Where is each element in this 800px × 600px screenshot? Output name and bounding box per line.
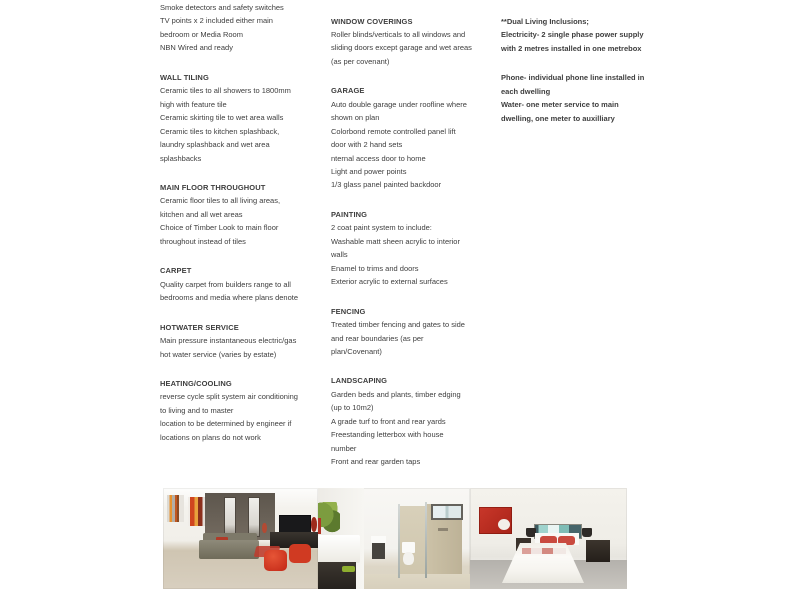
red-ottoman: [264, 550, 287, 571]
spec-line: with 2 metres installed in one metrebox: [501, 43, 642, 53]
section-heading: CARPET: [160, 266, 192, 276]
section-window-coverings: [331, 15, 496, 69]
section-main-floor-throughout: [160, 181, 325, 248]
spec-line: Washable matt sheen acrylic to interior: [331, 236, 460, 246]
spec-line: each dwelling: [501, 86, 551, 96]
spec-line: Exterior acrylic to external surfaces: [331, 277, 448, 287]
green-cushion: [342, 566, 355, 572]
spec-line: dwelling, one meter to auxilliary: [501, 113, 615, 123]
spec-line: throughout instead of tiles: [160, 236, 246, 246]
red-vase: [262, 523, 267, 533]
spec-line: Front and rear garden taps: [331, 457, 421, 467]
glass-screen-edge: [425, 502, 427, 578]
section-right-intro-0: [501, 15, 676, 55]
spec-line: Water- one meter service to main: [501, 100, 619, 110]
spec-line: (up to 10m2): [331, 403, 374, 413]
spec-line: Light and power points: [331, 167, 407, 177]
striped-artwork: [167, 495, 184, 522]
spec-line: bedrooms and media where plans denote: [160, 293, 299, 303]
spec-line: locations on plans do not work: [160, 432, 261, 442]
section-painting: [331, 208, 496, 289]
spec-line: Phone- individual phone line installed in: [501, 73, 645, 83]
spec-line: shown on plan: [331, 113, 380, 123]
spec-line: Roller blinds/verticals to all windows and: [331, 29, 466, 39]
high-window: [431, 504, 463, 520]
spec-line: (as per covenant): [331, 56, 390, 66]
photo-strip: [163, 488, 627, 589]
section-heading: WINDOW COVERINGS: [331, 16, 413, 26]
spec-line: number: [331, 443, 357, 453]
spec-line: 1/3 glass panel painted backdoor: [331, 180, 442, 190]
photo-living-room: [163, 488, 318, 589]
spec-line: Auto double garage under roofline where: [331, 99, 467, 109]
section-wall-tiling: [160, 71, 325, 165]
photo-bathroom: [318, 488, 470, 589]
spec-line: Colorbond remote controlled panel lift: [331, 126, 456, 136]
spec-line: to living and to master: [160, 405, 234, 415]
spec-line: bedroom or Media Room: [160, 29, 243, 39]
red-ottoman: [289, 544, 311, 563]
section-heading: MAIN FLOOR THROUGHOUT: [160, 182, 266, 192]
section-landscaping: [331, 374, 496, 468]
door-slot: [248, 497, 260, 537]
spec-line: A grade turf to front and rear yards: [331, 416, 446, 426]
section-heading: GARAGE: [331, 86, 365, 96]
spec-line: Electricity- 2 single phase power supply: [501, 30, 644, 40]
red-accent: [318, 518, 321, 534]
photo-bedroom: [470, 488, 627, 589]
spec-line: kitchen and all wet areas: [160, 209, 243, 219]
dark-towel: [372, 543, 385, 559]
spec-line: Choice of Timber Look to main floor: [160, 223, 279, 233]
section-heading: HEATING/COOLING: [160, 378, 232, 388]
spec-column-dual-living: [501, 15, 676, 141]
spec-line: Enamel to trims and doors: [331, 263, 419, 273]
spec-line: Ceramic tiles to kitchen splashback,: [160, 126, 280, 136]
door-slot: [224, 497, 236, 537]
red-artwork: [479, 507, 512, 534]
section-heading: LANDSCAPING: [331, 376, 388, 386]
red-vase: [311, 517, 317, 532]
spec-line: reverse cycle split system air conditioning: [160, 392, 298, 402]
spec-line: location to be determined by engineer if: [160, 419, 292, 429]
spec-line: laundry splashback and wet area: [160, 140, 270, 150]
section-heading: HOTWATER SERVICE: [160, 322, 239, 332]
section-heading: FENCING: [331, 306, 366, 316]
spec-line: plan/Covenant): [331, 347, 382, 357]
toilet-bowl: [403, 552, 414, 565]
spec-line: and rear boundaries (as per: [331, 333, 424, 343]
spec-line: Freestanding letterbox with house: [331, 430, 444, 440]
sofa: [199, 540, 259, 559]
spec-line: NBN Wired and ready: [160, 43, 233, 53]
white-circle: [498, 519, 510, 530]
spec-line: nternal access door to home: [331, 153, 426, 163]
spec-line: TV points x 2 included either main: [160, 16, 273, 26]
spec-column-middle: [331, 15, 496, 485]
section-fencing: [331, 305, 496, 359]
spec-line: Ceramic tiles to all showers to 1800mm: [160, 86, 291, 96]
wall-lamp: [582, 528, 592, 537]
spec-line: 2 coat paint system to include:: [331, 223, 432, 233]
spec-line: walls: [331, 250, 348, 260]
bed-corner: [318, 535, 360, 563]
spec-line: Garden beds and plants, timber edging: [331, 389, 461, 399]
shower-fixture: [438, 528, 448, 531]
spec-line: Smoke detectors and safety switches: [160, 3, 284, 12]
spec-line: Ceramic floor tiles to all living areas,: [160, 196, 281, 206]
quilt-pattern: [522, 548, 566, 554]
bathroom-floor: [364, 574, 470, 589]
spec-line: splashbacks: [160, 153, 202, 163]
section-heading: PAINTING: [331, 209, 368, 219]
spec-line: sliding doors except garage and wet areas: [331, 43, 472, 53]
section-heading: WALL TILING: [160, 72, 209, 82]
section-garage: [331, 84, 496, 192]
section-hotwater-service: [160, 321, 325, 361]
section-right-intro-1: [501, 71, 676, 125]
spec-line: Main pressure instantaneous electric/gas: [160, 336, 297, 346]
spec-line: **Dual Living Inclusions;: [501, 17, 589, 26]
glass-screen-edge: [398, 504, 400, 578]
bedside-table: [586, 540, 610, 562]
spec-line: Ceramic skirting tile to wet area walls: [160, 113, 284, 123]
section-heating-cooling: [160, 377, 325, 444]
spec-line: Treated timber fencing and gates to side: [331, 320, 465, 330]
spec-column-left: [160, 1, 325, 460]
spec-line: Quality carpet from builders range to all: [160, 279, 291, 289]
section-carpet: [160, 264, 325, 304]
section-left-intro-0: [160, 1, 325, 55]
white-towel: [371, 536, 386, 543]
plant: [318, 502, 340, 534]
spec-line: door with 2 hand sets: [331, 140, 403, 150]
spec-line: high with feature tile: [160, 99, 227, 109]
spec-line: hot water service (varies by estate): [160, 349, 277, 359]
